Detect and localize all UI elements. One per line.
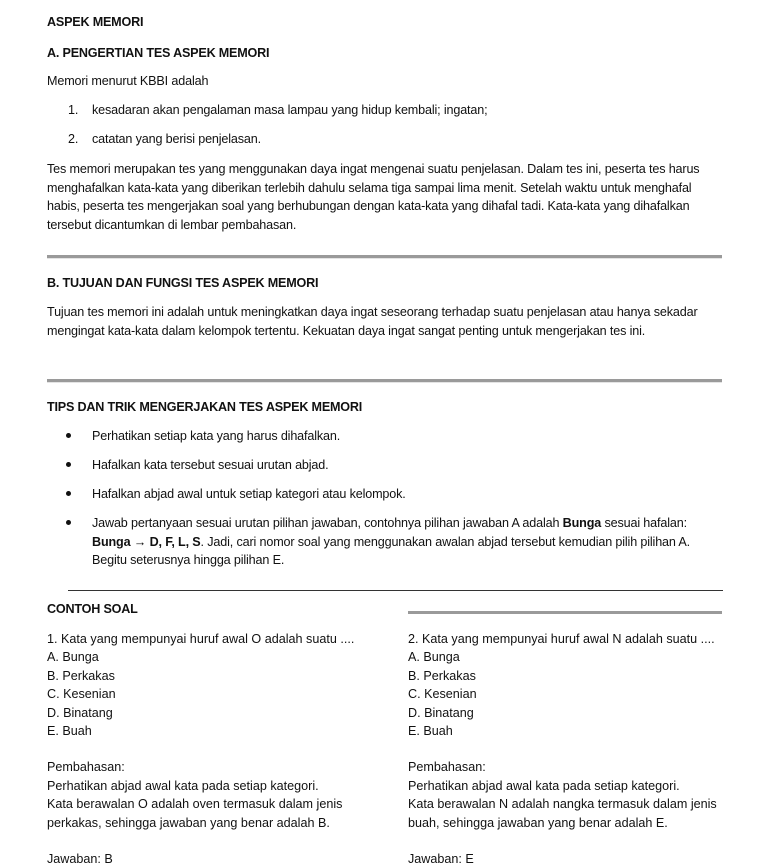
tip-text: Perhatikan setiap kata yang harus dihafalkan.	[92, 429, 341, 443]
discussion-line: Kata berawalan N adalah nangka termasuk dalam jenis	[408, 797, 717, 812]
option-a: A. Bunga	[47, 650, 99, 665]
tip-item	[92, 456, 328, 475]
definition-text: catatan yang berisi penjelasan.	[92, 132, 261, 146]
question-text: 1. Kata yang mempunyai huruf awal O adalah suatu ....	[47, 632, 355, 646]
discussion-line: Perhatikan abjad awal kata pada setiap kategori.	[47, 778, 319, 793]
bullet-icon	[66, 462, 71, 467]
discussion-label: Pembahasan:	[47, 760, 125, 775]
tips-heading: TIPS DAN TRIK MENGERJAKAN TES ASPEK MEMORI	[47, 400, 363, 414]
document-title: ASPEK MEMORI	[47, 15, 144, 29]
question-text: 2. Kata yang mempunyai huruf awal N adalah suatu ....	[408, 632, 715, 646]
tip-text: . Jadi, cari nomor soal yang menggunakan awalan abjad tersebut kemudian pilih pilihan A. Begitu seterusnya hingga pilihan E.	[92, 534, 691, 568]
column-divider	[408, 611, 722, 614]
answer-text: Jawaban: B	[47, 852, 113, 867]
section-b-paragraph: Tujuan tes memori ini adalah untuk meningkatkan daya ingat seseorang terhadap suatu penjelasan atau hanya sekadar mengingat kata-kata dalam kelompok tertentu. Kekuatan daya ingat sangat penting untuk mengerjakan tes ini.	[47, 305, 698, 338]
examples-heading: CONTOH SOAL	[47, 602, 138, 616]
discussion-line: buah, sehingga jawaban yang benar adalah E.	[408, 815, 668, 830]
section-divider	[47, 379, 722, 383]
definition-text: kesadaran akan pengalaman masa lampau yang hidup kembali; ingatan;	[92, 103, 488, 117]
option-c: C. Kesenian	[47, 687, 116, 702]
option-e: E. Buah	[47, 724, 92, 739]
discussion-label: Pembahasan:	[408, 760, 486, 775]
section-divider	[47, 255, 722, 259]
definition-item	[68, 101, 488, 120]
tip-text: Hafalkan abjad awal untuk setiap kategori atau kelompok.	[92, 487, 406, 501]
section-divider	[68, 590, 723, 591]
question-1	[47, 630, 377, 868]
tip-item	[92, 427, 340, 446]
tip-text: sesuai hafalan:	[601, 516, 687, 530]
tip-item	[92, 514, 727, 570]
tip-bold: Bunga	[562, 516, 602, 530]
discussion-line: Kata berawalan O adalah oven termasuk dalam jenis	[47, 797, 343, 812]
tip-text: Jawab pertanyaan sesuai urutan pilihan jawaban, contohnya pilihan jawaban A adalah	[92, 516, 563, 530]
answer-text: Jawaban: E	[408, 852, 474, 867]
option-c: C. Kesenian	[408, 687, 477, 702]
definition-item	[68, 130, 261, 149]
section-a-intro: Memori menurut KBBI adalah	[47, 74, 209, 88]
question-2	[408, 630, 738, 868]
option-d: D. Binatang	[408, 705, 474, 720]
option-e: E. Buah	[408, 724, 453, 739]
section-a-heading: A. PENGERTIAN TES ASPEK MEMORI	[47, 46, 270, 60]
section-a-paragraph: Tes memori merupakan tes yang menggunakan daya ingat mengenai suatu penjelasan. Dalam tes ini, peserta tes harus menghafalkan kata-kata yang diberikan terlebih dahulu selama tiga sampai lima menit. Setelah waktu untuk menghafal habis, peserta tes mengerjakan soal yang berhubungan dengan kata-kata yang dihafal tadi. Kata-kata yang dihafalkan tersebut dicantumkan di lembar pembahasan.	[47, 162, 700, 232]
bullet-icon	[66, 433, 71, 438]
definition-number: 2.	[68, 132, 79, 146]
discussion-line: Perhatikan abjad awal kata pada setiap kategori.	[408, 778, 680, 793]
option-b: B. Perkakas	[47, 668, 115, 683]
tip-bold: Bunga → D, F, L, S	[92, 534, 201, 549]
option-d: D. Binatang	[47, 705, 113, 720]
section-b-heading: B. TUJUAN DAN FUNGSI TES ASPEK MEMORI	[47, 276, 319, 290]
discussion-line: perkakas, sehingga jawaban yang benar adalah B.	[47, 815, 330, 830]
bullet-icon	[66, 520, 71, 525]
definition-number: 1.	[68, 103, 79, 117]
bullet-icon	[66, 491, 71, 496]
option-b: B. Perkakas	[408, 668, 476, 683]
option-a: A. Bunga	[408, 650, 460, 665]
tip-text: Hafalkan kata tersebut sesuai urutan abjad.	[92, 458, 329, 472]
tip-item	[92, 485, 406, 504]
